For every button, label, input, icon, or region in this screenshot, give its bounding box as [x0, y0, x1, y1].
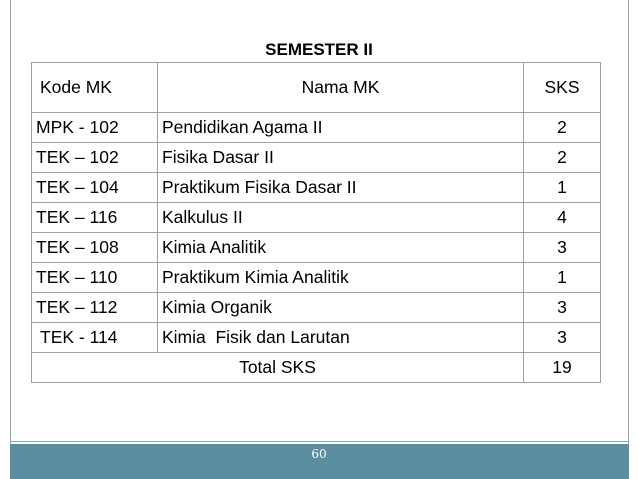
cell-sks: 1	[524, 173, 601, 203]
cell-nama: Praktikum Kimia Analitik	[158, 263, 524, 293]
cell-kode: TEK – 110	[32, 263, 158, 293]
cell-nama: Pendidikan Agama II	[158, 113, 524, 143]
cell-kode: TEK - 114	[32, 323, 158, 353]
cell-nama: Kimia Organik	[158, 293, 524, 323]
cell-kode: TEK – 102	[32, 143, 158, 173]
table-row	[32, 233, 601, 263]
table-row	[32, 203, 601, 233]
cell-kode: TEK – 116	[32, 203, 158, 233]
total-value: 19	[524, 353, 601, 383]
cell-sks: 3	[524, 323, 601, 353]
cell-kode: TEK – 108	[32, 233, 158, 263]
cell-sks: 4	[524, 203, 601, 233]
table-row	[32, 323, 601, 353]
footer-divider	[10, 441, 629, 442]
header-kode: Kode MK	[32, 63, 158, 113]
total-label: Total SKS	[32, 353, 524, 383]
table-row	[32, 263, 601, 293]
table-row	[32, 293, 601, 323]
cell-sks: 2	[524, 113, 601, 143]
cell-kode: MPK - 102	[32, 113, 158, 143]
cell-kode: TEK – 104	[32, 173, 158, 203]
course-table	[31, 62, 601, 383]
cell-nama: Kimia Fisik dan Larutan	[158, 323, 524, 353]
cell-sks: 2	[524, 143, 601, 173]
cell-nama: Praktikum Fisika Dasar II	[158, 173, 524, 203]
table-row	[32, 143, 601, 173]
table-header	[32, 63, 601, 113]
table-row	[32, 113, 601, 143]
total-row	[32, 353, 601, 383]
cell-nama: Kalkulus II	[158, 203, 524, 233]
cell-sks: 3	[524, 293, 601, 323]
page-number: 60	[311, 447, 327, 461]
cell-kode: TEK – 112	[32, 293, 158, 323]
cell-nama: Kimia Analitik	[158, 233, 524, 263]
header-sks: SKS	[524, 63, 601, 113]
cell-sks: 3	[524, 233, 601, 263]
page-title: SEMESTER II	[265, 40, 373, 59]
cell-nama: Fisika Dasar II	[158, 143, 524, 173]
cell-sks: 1	[524, 263, 601, 293]
header-nama: Nama MK	[158, 63, 524, 113]
table-row	[32, 173, 601, 203]
